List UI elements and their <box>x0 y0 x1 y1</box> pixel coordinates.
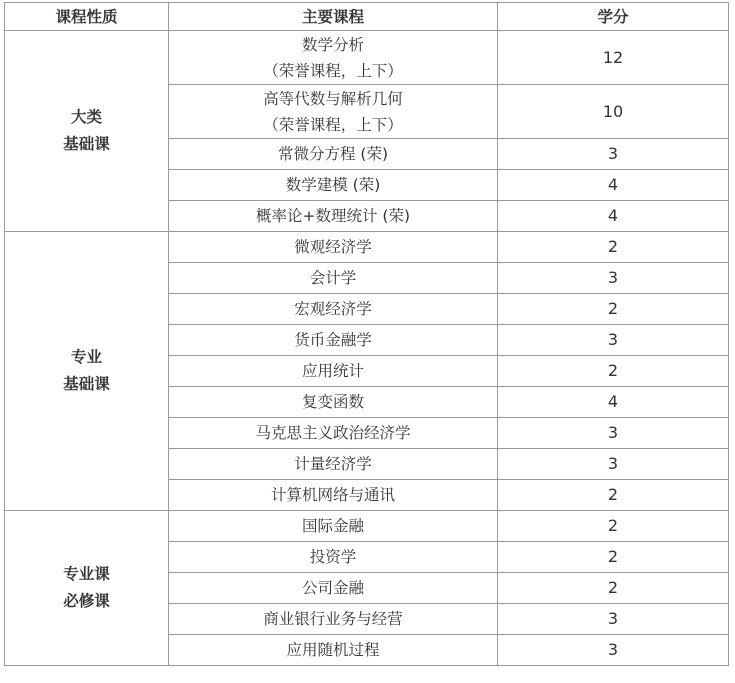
course-credit: 2 <box>498 232 729 263</box>
course-name-cell <box>169 232 498 263</box>
course-name-cell <box>169 604 498 635</box>
course-credit: 10 <box>498 85 729 139</box>
course-credit: 3 <box>498 418 729 449</box>
course-name: 复变函数 <box>301 393 364 411</box>
course-credit: 4 <box>498 201 729 232</box>
course-category-label: 专业课 <box>63 565 110 583</box>
course-name: 投资学 <box>309 548 357 566</box>
course-name-cell <box>169 85 498 139</box>
course-name: 计量经济学 <box>294 455 372 473</box>
course-name-cell <box>169 449 498 480</box>
table-row <box>5 511 729 542</box>
course-name: 国际金融 <box>301 517 364 535</box>
course-credit: 12 <box>498 31 729 85</box>
course-name-cell <box>169 325 498 356</box>
course-name: 应用统计 <box>301 362 364 380</box>
course-name-cell <box>169 418 498 449</box>
course-credit: 2 <box>498 511 729 542</box>
course-name: 宏观经济学 <box>294 300 372 318</box>
course-credit: 2 <box>498 480 729 511</box>
course-name: 马克思主义政治经济学 <box>255 424 411 442</box>
course-credit: 2 <box>498 356 729 387</box>
course-name-cell <box>169 573 498 604</box>
course-credit: 3 <box>498 325 729 356</box>
course-name: 数学建模 (荣) <box>285 176 381 194</box>
course-name-cell <box>169 139 498 170</box>
course-credit: 3 <box>498 139 729 170</box>
header-course-type: 课程性质 <box>5 3 169 31</box>
course-credit: 3 <box>498 263 729 294</box>
course-category-cell <box>5 511 169 666</box>
course-credit: 2 <box>498 573 729 604</box>
course-category-label: 基础课 <box>63 375 110 393</box>
course-name: 会计学 <box>309 269 357 287</box>
table-row <box>5 31 729 85</box>
course-credit: 4 <box>498 170 729 201</box>
course-name: （荣誉课程，上下） <box>263 115 403 134</box>
course-name-cell <box>169 170 498 201</box>
course-credit: 3 <box>498 604 729 635</box>
course-credit: 3 <box>498 449 729 480</box>
course-name: 应用随机过程 <box>286 641 380 659</box>
course-name-cell <box>169 635 498 666</box>
course-name: 货币金融学 <box>294 331 372 349</box>
course-category-cell <box>5 232 169 511</box>
course-credit: 2 <box>498 542 729 573</box>
table-row <box>5 232 729 263</box>
header-main-course: 主要课程 <box>169 3 498 31</box>
course-name-cell <box>169 356 498 387</box>
course-name-cell <box>169 31 498 85</box>
course-name: 计算机网络与通讯 <box>270 486 395 504</box>
course-name: 商业银行业务与经营 <box>263 610 403 628</box>
course-name-cell <box>169 542 498 573</box>
table-body <box>5 31 729 666</box>
course-category-label: 专业 <box>70 348 102 366</box>
course-name: （荣誉课程，上下） <box>263 61 403 80</box>
course-name: 常微分方程 (荣) <box>277 145 389 163</box>
header-credits: 学分 <box>498 3 729 31</box>
course-credit: 2 <box>498 294 729 325</box>
header-row <box>5 3 729 31</box>
course-table <box>4 2 729 666</box>
course-name: 高等代数与解析几何 <box>263 89 403 108</box>
course-name-cell <box>169 511 498 542</box>
course-name: 概率论+数理统计 (荣) <box>255 207 410 225</box>
course-name: 数学分析 <box>301 35 364 54</box>
course-category-label: 大类 <box>70 108 102 126</box>
course-category-label: 基础课 <box>63 135 110 153</box>
course-name: 公司金融 <box>301 579 364 597</box>
course-name-cell <box>169 387 498 418</box>
course-category-label: 必修课 <box>63 592 110 610</box>
course-credit: 4 <box>498 387 729 418</box>
course-name-cell <box>169 480 498 511</box>
course-name-cell <box>169 263 498 294</box>
course-name-cell <box>169 201 498 232</box>
course-name: 微观经济学 <box>294 238 372 256</box>
course-credit: 3 <box>498 635 729 666</box>
course-category-cell <box>5 31 169 232</box>
course-name-cell <box>169 294 498 325</box>
